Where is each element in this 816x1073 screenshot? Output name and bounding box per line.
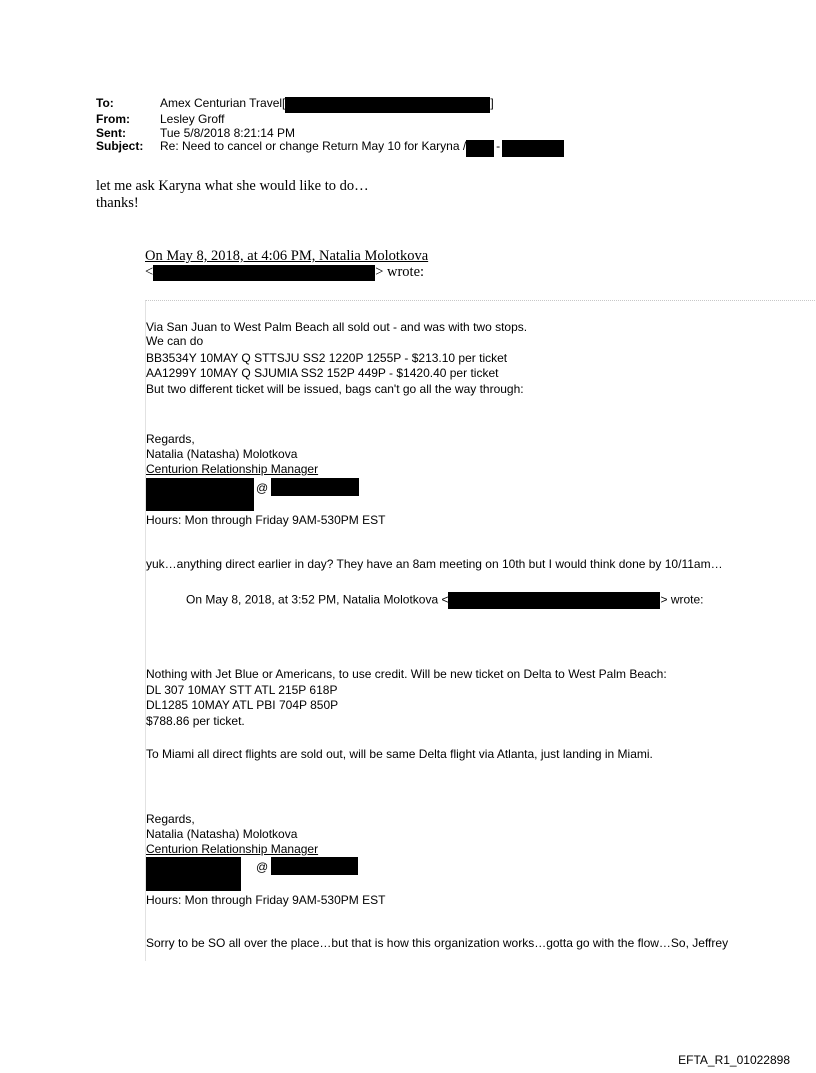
angle-open: <	[145, 264, 154, 280]
subject-dash: -	[496, 139, 501, 153]
quote-line: Via San Juan to West Palm Beach all sold out - and was with two stops.	[146, 320, 528, 334]
from-row	[96, 113, 564, 127]
redaction-block	[146, 478, 254, 511]
quote-line: BB3534Y 10MAY Q STTSJU SS2 1220P 1255P - $213.10 per ticket	[146, 351, 508, 365]
signature-title: Centurion Relationship Manager	[146, 462, 319, 476]
quote-line: To Miami all direct flights are sold out, will be same Delta flight via Atlanta, just landing in Miami.	[146, 747, 653, 761]
quote-intro-line: On May 8, 2018, at 4:06 PM, Natalia Molotkova	[145, 248, 429, 264]
document-id: EFTA_R1_01022898	[678, 1053, 790, 1067]
reply-line: thanks!	[96, 195, 139, 211]
redaction-block	[271, 478, 359, 496]
redaction-block	[448, 592, 660, 609]
signature-at: @	[256, 481, 269, 495]
quote-line: Nothing with Jet Blue or Americans, to use credit. Will be new ticket on Delta to West Palm Beach:	[146, 667, 667, 681]
quote-intro-sender	[145, 264, 428, 281]
quote-line: But two different ticket will be issued, bags can't go all the way through:	[146, 382, 524, 396]
reply-body	[96, 178, 369, 212]
signature-name: Natalia (Natasha) Molotkova	[146, 827, 298, 841]
signature-hours: Hours: Mon through Friday 9AM-530PM EST	[146, 893, 386, 907]
sent-row	[96, 127, 564, 141]
yuk-line: yuk…anything direct earlier in day? They have an 8am meeting on 10th but I would think done by 10/11am…	[146, 557, 723, 571]
from-label: From:	[96, 112, 130, 126]
redaction-block	[466, 140, 494, 157]
to-suffix: ]	[490, 96, 494, 110]
quote2-intro	[186, 592, 704, 609]
quote-line: AA1299Y 10MAY Q SJUMIA SS2 152P 449P - $1420.40 per ticket	[146, 366, 499, 380]
from-value: Lesley Groff	[160, 112, 225, 126]
subject-value: Re: Need to cancel or change Return May 10 for Karyna /	[160, 139, 467, 153]
sent-value: Tue 5/8/2018 8:21:14 PM	[160, 125, 295, 140]
quoted-message-frame	[145, 300, 816, 961]
quote-line: We can do	[146, 334, 204, 348]
sent-label: Sent:	[96, 125, 126, 140]
subject-row	[96, 140, 564, 157]
signature-at: @	[256, 860, 269, 874]
subject-label: Subject:	[96, 139, 144, 153]
to-value: Amex Centurian Travel[	[160, 96, 286, 110]
quote-intro	[145, 248, 428, 281]
redaction-block	[146, 857, 241, 891]
signature-name: Natalia (Natasha) Molotkova	[146, 447, 298, 461]
quote2-intro-suffix: > wrote:	[660, 592, 704, 607]
signature-regards: Regards,	[146, 812, 195, 826]
quote2-intro-prefix: On May 8, 2018, at 3:52 PM, Natalia Molotkova <	[186, 592, 449, 607]
redaction-block	[271, 857, 358, 875]
sorry-line: Sorry to be SO all over the place…but that is how this organization works…gotta go with the flow…So, Jeffrey	[146, 936, 729, 950]
redaction-block	[502, 140, 564, 157]
to-label: To:	[96, 96, 114, 110]
signature-title: Centurion Relationship Manager	[146, 842, 319, 856]
quote-line: $788.86 per ticket.	[146, 714, 245, 728]
reply-line: let me ask Karyna what she would like to do…	[96, 178, 369, 194]
redaction-block	[285, 97, 490, 113]
redaction-block	[153, 265, 375, 281]
quote-line: DL1285 10MAY ATL PBI 704P 850P	[146, 698, 339, 712]
to-row	[96, 97, 564, 113]
email-header	[96, 97, 564, 157]
wrote-text: > wrote:	[375, 264, 425, 280]
signature-regards: Regards,	[146, 432, 195, 446]
quote-line: DL 307 10MAY STT ATL 215P 618P	[146, 683, 338, 697]
signature-hours: Hours: Mon through Friday 9AM-530PM EST	[146, 513, 386, 527]
